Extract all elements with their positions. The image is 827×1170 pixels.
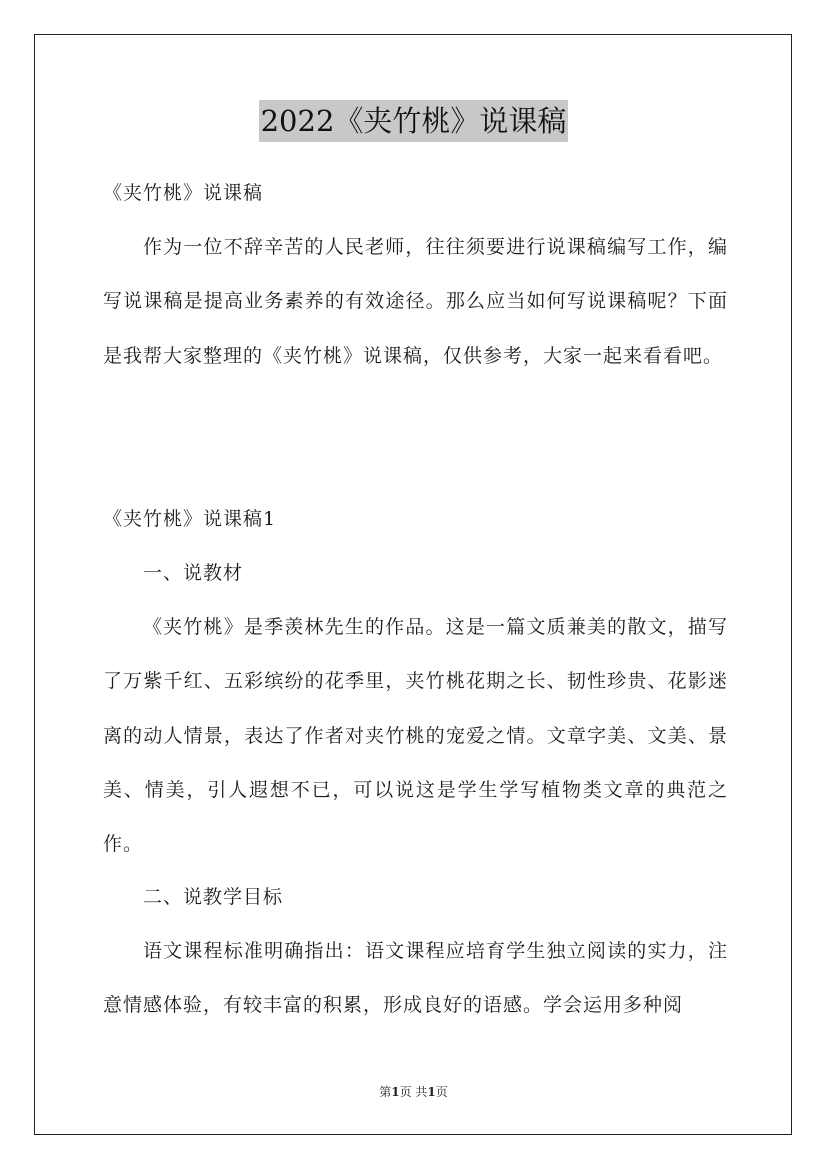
footer-suffix: 页 <box>435 1085 448 1099</box>
footer-page-number: 1 <box>391 1085 400 1099</box>
part-heading-textbook: 一、说教材 <box>143 562 244 584</box>
page-footer <box>0 1083 827 1100</box>
subtitle: 《夹竹桃》说课稿 <box>103 182 264 204</box>
footer-page-total: 1 <box>427 1085 436 1099</box>
intro-paragraph: 作为一位不辞辛苦的人民老师，往往须要进行说课稿编写工作，编写说课稿是提高业务素养的有效途径。那么应当如何写说课稿呢？下面是我帮大家整理的《夹竹桃》说课稿，仅供参考，大家一起来看看吧。 <box>103 236 728 367</box>
footer-prefix: 第 <box>379 1085 392 1099</box>
part-heading-goals: 二、说教学目标 <box>143 886 284 908</box>
footer-mid: 页 共 <box>399 1085 428 1099</box>
section-heading: 《夹竹桃》说课稿1 <box>103 508 277 530</box>
textbook-paragraph: 《夹竹桃》是季羡林先生的作品。这是一篇文质兼美的散文，描写了万紫千红、五彩缤纷的花季里，夹竹桃花期之长、韧性珍贵、花影迷离的动人情景，表达了作者对夹竹桃的宠爱之情。文章字美、文美、景美、情美，引人遐想不已，可以说这是学生学写植物类文章的典范之作。 <box>103 616 728 856</box>
goals-paragraph: 语文课程标准明确指出：语文课程应培育学生独立阅读的实力，注意情感体验，有较丰富的积累，形成良好的语感。学会运用多种阅 <box>103 940 728 1017</box>
title-text: 2022《夹竹桃》说课稿 <box>259 100 569 142</box>
document-title <box>0 100 827 142</box>
